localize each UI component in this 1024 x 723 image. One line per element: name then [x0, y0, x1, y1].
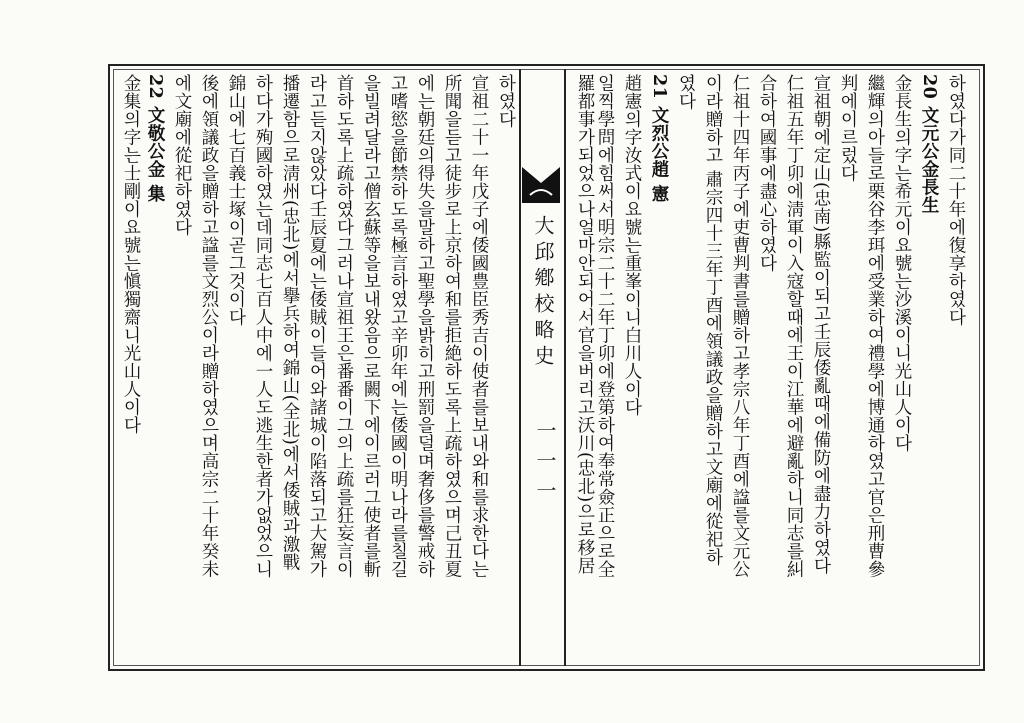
running-head-title: 大邱鄕校略史	[531, 215, 555, 371]
text-line: 하였다	[496, 74, 516, 128]
text-line: 趙憲의字汝式이요號는重峯이니白川人이다	[622, 74, 642, 416]
text-line: 金長生의字는希元이요號는沙溪이니光山人이다	[892, 74, 912, 452]
text-line: 이라贈하고 肅宗四十三年丁酉에領議政을贈하고文廟에從祀하	[703, 74, 723, 567]
text-line: 合하여國事에盡心하였다	[757, 74, 777, 272]
text-line: 라고듣지않았다壬辰夏에는倭賊이들어와諸城이陷落되고大駕가	[307, 74, 327, 578]
text-line: 고嗜慾을節禁하도록極言하였고辛卯年에는倭國이明나라를칠길	[388, 74, 408, 578]
text-line: 하다가殉國하였는데同志七百人中에一人도逃生한者가없었으니	[253, 74, 273, 578]
text-line: 首하도록上疏하였다그러나宣祖王은番番이그의上疏를狂妄言이	[334, 74, 354, 578]
text-line: 所聞을듣고徒步로上京하여和를拒絶하도록上疏하였으며己丑夏	[442, 74, 462, 578]
section-heading: 22 文敬公金 集	[145, 74, 165, 203]
page-number: 一一一	[533, 420, 557, 510]
text-line: 을빌려달라고僧玄蘇等을보내왔음으로闕下에이르러그使者를斬	[361, 74, 381, 578]
text-line: 에文廟에從祀하였다	[172, 74, 192, 236]
text-line: 宣祖朝에定山(忠南)縣監이되고壬辰倭亂때에備防에盡力하였다	[811, 74, 831, 575]
text-line: 仁祖五年丁卯에淸軍이入寇할때에王이江華에避亂하니同志를糾	[784, 74, 804, 578]
text-line: 일찍學問에힘써서明宗二十二年丁卯에登第하여奉常僉正으로全	[595, 74, 615, 578]
head-band-right-rule	[564, 69, 566, 666]
text-line: 錦山에七百義士塚이곧그것이다	[226, 74, 246, 326]
text-line: 播遷함으로淸州(忠北)에서擧兵하여錦山(全北)에서倭賊과激戰	[280, 74, 300, 572]
fishtail-ornament-icon	[520, 165, 562, 205]
text-line: 金集의字는士剛이요號는愼獨齋니光山人이다	[121, 74, 141, 434]
text-line: 羅都事가되었으나얼마안되어서官을버리고沃川(忠北)으로移居	[575, 74, 595, 575]
text-line: 後에領議政을贈하고諡를文烈公이라贈하였으며高宗二十年癸未	[199, 74, 219, 578]
text-line: 였다	[676, 74, 696, 110]
section-heading: 20 文元公金長生	[919, 74, 939, 214]
text-line: 宣祖二十一年戊子에倭國豊臣秀吉이使者를보내와和를求한다는	[469, 74, 489, 578]
text-line: 하였다가同二十年에復享하였다	[946, 74, 966, 326]
text-line: 繼輝의아들로栗谷李珥에受業하여禮學에博通하였고官은刑曹參	[865, 74, 885, 578]
text-line: 判에이르렀다	[838, 74, 858, 182]
head-band-left-rule	[519, 69, 521, 666]
text-line: 仁祖十四年丙子에吏曹判書를贈하고孝宗八年丁酉에諡를文元公	[730, 74, 750, 578]
section-heading: 21 文烈公趙 憲	[649, 74, 669, 203]
text-line: 에는朝廷의得失을말하고聖學을밝히고刑罰을덜며奢侈를警戒하	[415, 74, 435, 578]
